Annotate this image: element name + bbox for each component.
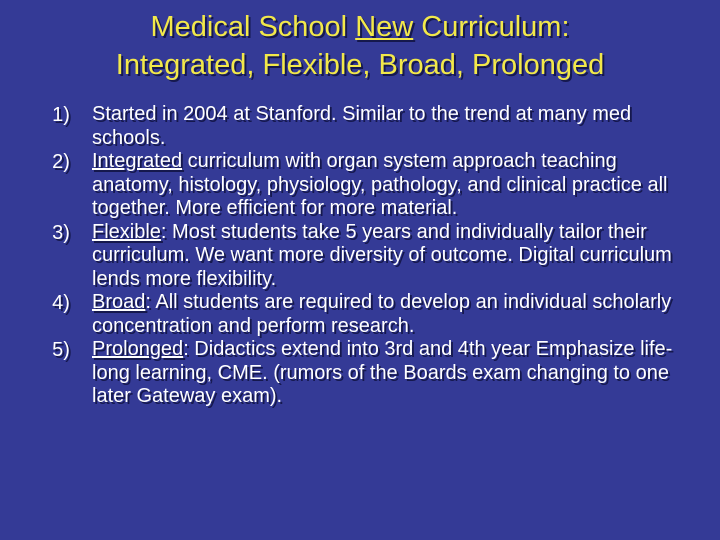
list-body: : Most students take 5 years and individually tailor their curriculum. We want more diversity of outcome. Digital curriculum lends more flexibility. bbox=[92, 220, 672, 290]
title-underlined-word: New bbox=[355, 11, 414, 43]
list-keyword: Broad bbox=[92, 291, 146, 313]
list-body: curriculum with organ system approach teaching anatomy, histology, physiology, pathology, and clinical practice all together. More efficient for more material. bbox=[92, 150, 668, 219]
title-prefix: Medical School bbox=[150, 11, 356, 43]
title-line-2: Integrated, Flexible, Broad, Prolonged bbox=[115, 49, 605, 81]
list-keyword: Integrated bbox=[92, 150, 183, 172]
list-number: 3) bbox=[52, 221, 70, 244]
list-number: 2) bbox=[52, 151, 70, 173]
list-item-1 bbox=[30, 103, 680, 150]
list-number: 5) bbox=[52, 339, 70, 361]
list-item-text bbox=[92, 291, 680, 338]
list-body: Started in 2004 at Stanford. Similar to the trend at many med schools. bbox=[92, 103, 632, 149]
list-item-text bbox=[92, 338, 680, 409]
list-body: : Didactics extend into 3rd and 4th year Emphasize life-long learning, CME. (rumors of the Boards exam changing to one later Gateway exam). bbox=[92, 338, 673, 407]
list-item-5 bbox=[30, 338, 680, 409]
list-keyword: Prolonged bbox=[92, 338, 184, 360]
title-suffix: Curriculum: bbox=[413, 11, 570, 43]
list-keyword: Flexible bbox=[92, 220, 161, 243]
title-line-1 bbox=[0, 8, 720, 46]
list-item-2 bbox=[30, 150, 680, 221]
list-number: 1) bbox=[52, 104, 70, 126]
numbered-list bbox=[30, 103, 680, 409]
slide-title bbox=[0, 8, 720, 84]
list-item-3 bbox=[30, 221, 680, 292]
list-item-text bbox=[92, 150, 680, 221]
list-item-text bbox=[92, 221, 680, 292]
list-item-text bbox=[92, 103, 680, 150]
list-item-4 bbox=[30, 291, 680, 338]
list-body: : All students are required to develop an individual scholarly concentration and perform research. bbox=[92, 291, 672, 337]
list-number: 4) bbox=[52, 292, 70, 314]
